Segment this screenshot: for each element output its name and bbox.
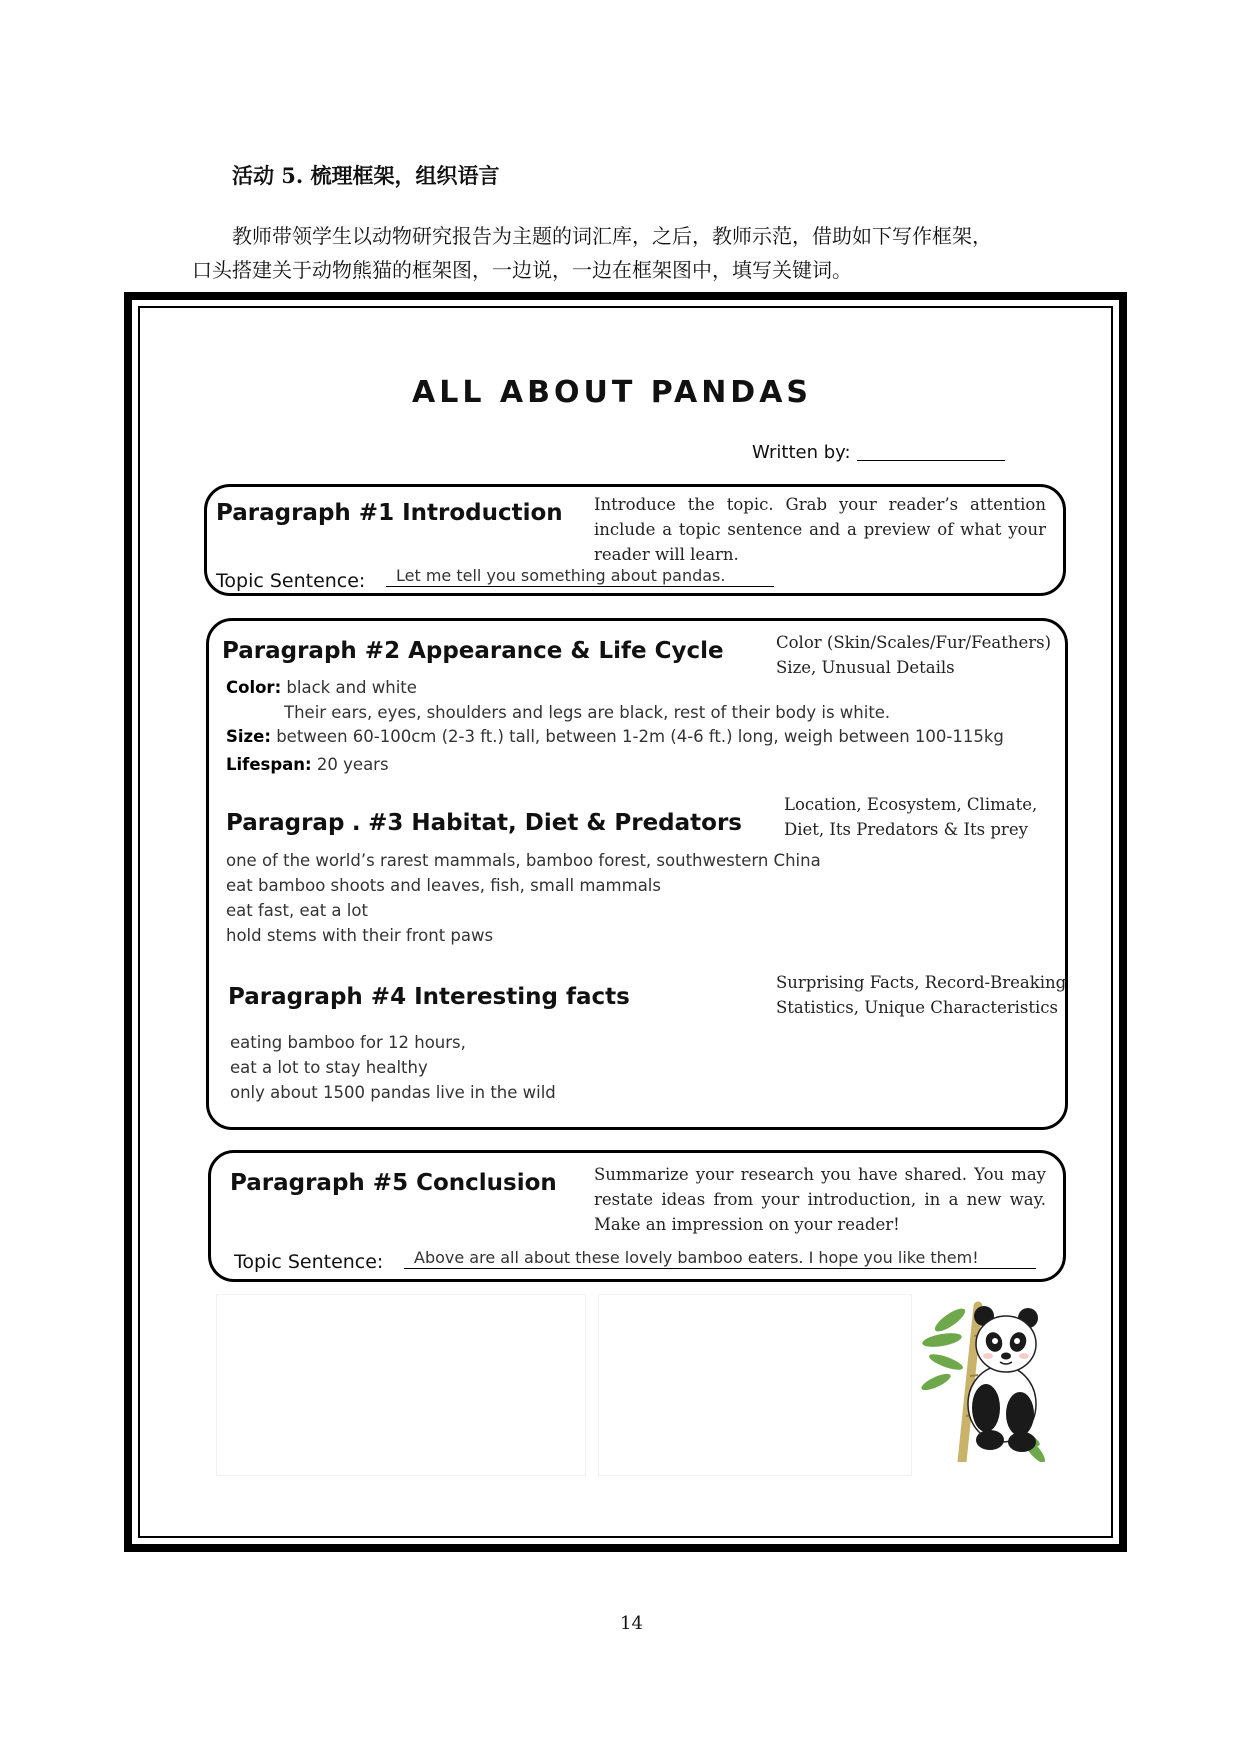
blank-panel-left — [216, 1294, 586, 1476]
written-by — [752, 442, 1005, 463]
paragraph-3-line: eat fast, eat a lot — [226, 901, 368, 920]
paragraph-1-guide: Introduce the topic. Grab your reader’s attention include a topic sentence and a preview of what your reader will learn. — [594, 495, 1046, 564]
paragraph-5-heading: Paragraph #5 Conclusion — [230, 1170, 557, 1196]
paragraph-1-heading: Paragraph #1 Introduction — [216, 500, 563, 526]
panda-on-bamboo-icon — [916, 1296, 1066, 1462]
blank-panel-middle — [598, 1294, 912, 1476]
intro-line-1: 教师带领学生以动物研究报告为主题的词汇库，之后，教师示范，借助如下写作框架， — [232, 224, 992, 248]
paragraph-4-heading: Paragraph #4 Interesting facts — [228, 984, 630, 1010]
paragraph-2-size — [226, 727, 1004, 746]
paragraph-3-guide-1: Location, Ecosystem, Climate, — [784, 795, 1038, 814]
size-value: between 60-100cm (2-3 ft.) tall, between 1-2m (4-6 ft.) long, weigh between 100-115kg — [276, 727, 1004, 746]
written-by-label: Written by: — [752, 442, 851, 463]
lifespan-value: 20 years — [316, 755, 389, 774]
written-by-line — [857, 460, 1005, 461]
paragraph-1-topic-label: Topic Sentence: — [216, 570, 366, 592]
paragraph-3-line: eat bamboo shoots and leaves, fish, small mammals — [226, 876, 661, 895]
paragraph-4-line: only about 1500 pandas live in the wild — [230, 1083, 556, 1102]
paragraph-4-line: eating bamboo for 12 hours, — [230, 1033, 466, 1052]
color-label: Color: — [226, 678, 282, 697]
intro-line-2: 口头搭建关于动物熊猫的框架图，一边说，一边在框架图中，填写关键词。 — [192, 258, 852, 282]
lifespan-label: Lifespan: — [226, 755, 312, 774]
paragraph-2-color — [226, 678, 417, 697]
paragraph-4-line: eat a lot to stay healthy — [230, 1058, 428, 1077]
paragraph-3-line: hold stems with their front paws — [226, 926, 494, 945]
paragraph-1-topic-sentence: Let me tell you something about pandas. — [386, 566, 774, 587]
worksheet-title: ALL ABOUT PANDAS — [412, 375, 813, 410]
page-number: 14 — [620, 1613, 643, 1634]
size-label: Size: — [226, 727, 271, 746]
color-value: black and white — [286, 678, 417, 697]
paragraph-2-guide-1: Color (Skin/Scales/Fur/Feathers) — [776, 633, 1052, 652]
paragraph-2-heading: Paragraph #2 Appearance & Life Cycle — [222, 638, 724, 664]
paragraph-2-color-detail: Their ears, eyes, shoulders and legs are black, rest of their body is white. — [284, 703, 891, 722]
paragraph-5-topic-label: Topic Sentence: — [234, 1251, 384, 1273]
paragraph-3-line: one of the world’s rarest mammals, bamboo forest, southwestern China — [226, 851, 821, 870]
paragraph-4-guide-2: Statistics, Unique Characteristics — [776, 998, 1058, 1017]
paragraph-4-guide-1: Surprising Facts, Record-Breaking — [776, 973, 1067, 992]
paragraph-3-guide-2: Diet, Its Predators & Its prey — [784, 820, 1028, 839]
paragraph-3-heading: Paragrap ․ #3 Habitat, Diet & Predators — [226, 810, 742, 836]
paragraph-5-topic-sentence: Above are all about these lovely bamboo eaters. I hope you like them! — [404, 1248, 1036, 1269]
paragraph-5-guide: Summarize your research you have shared. You may restate ideas from your introduction, in a new way. Make an impression on your reader! — [594, 1165, 1046, 1234]
paragraph-2-lifespan — [226, 755, 389, 774]
paragraph-2-guide-2: Size, Unusual Details — [776, 658, 955, 677]
activity-title: 活动 5. 梳理框架，组织语言 — [232, 163, 500, 188]
